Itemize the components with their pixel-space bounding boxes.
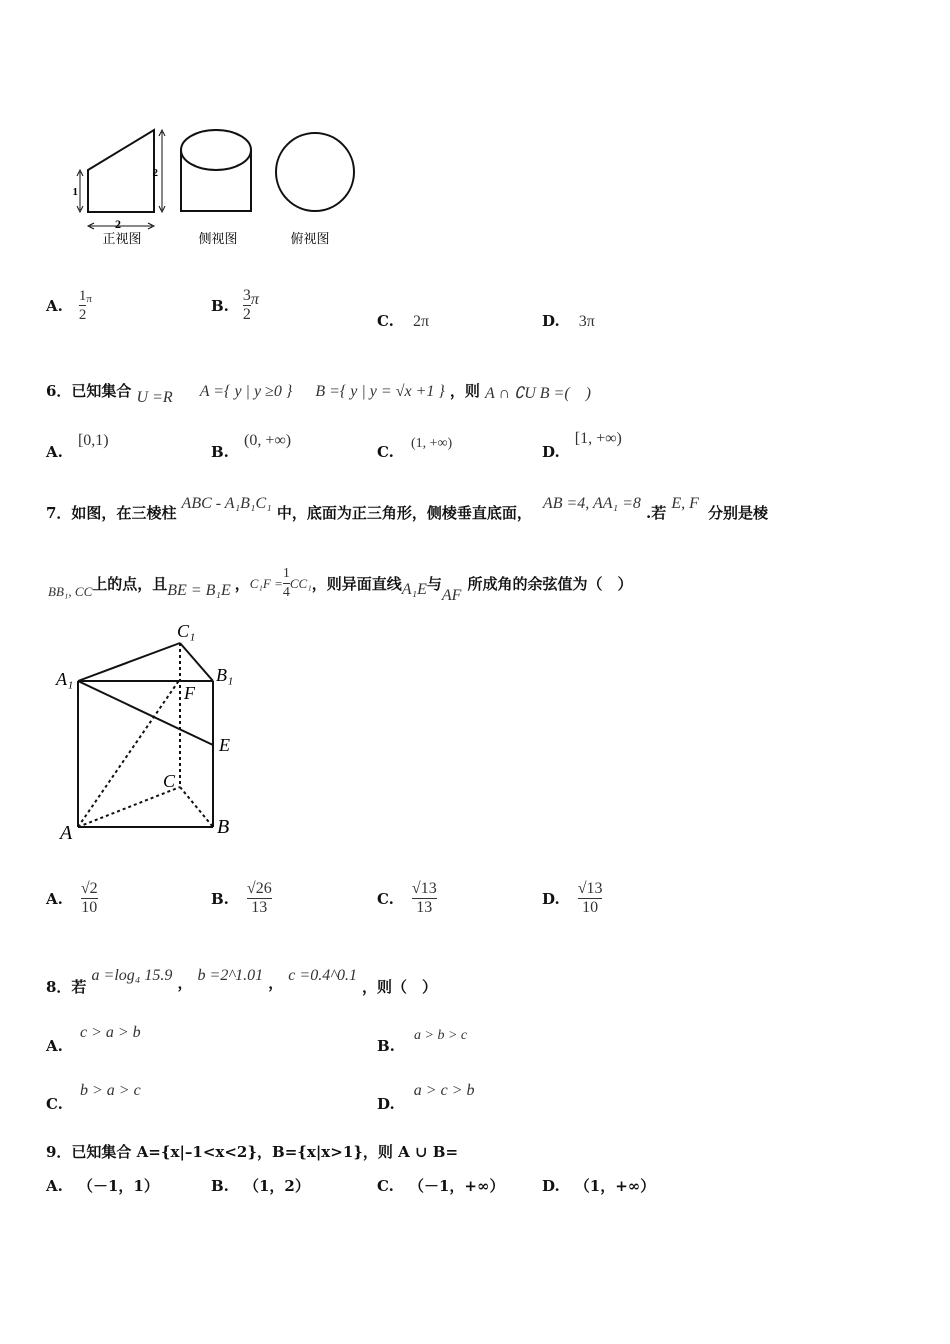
q9-option-b[interactable]: B. （1，2） — [211, 1177, 310, 1195]
q7-option-c[interactable]: C. $\frac{√13}{13}$ — [377, 880, 437, 916]
q9-option-d[interactable]: D. （1，+∞） — [542, 1177, 656, 1195]
top-view-shape — [276, 133, 354, 211]
label-c: C — [163, 771, 176, 791]
q6-stem: 6．已知集合 U =R A ={ y | y ≥0 } B ={ y | y = √x +1 } ，则 A ∩ ∁U B =( ) — [46, 382, 591, 406]
q8-option-d[interactable]: D. a > c > b — [377, 1082, 475, 1113]
dim-bottom: 2 — [115, 217, 121, 231]
dim-left: 1 — [72, 186, 78, 198]
q7-stem-line2: BB₁, CC 上的点，且 BE = B₁E ， C₁F = $\frac{1}{4}$ CC₁ ，则异面直线 A₁E 与 AF 所成角的余弦值为（ ） — [48, 566, 633, 604]
q6-option-b[interactable]: B. (0, +∞) — [211, 432, 292, 461]
q9-option-c[interactable]: C. （－1，+∞） — [377, 1177, 505, 1195]
dim-right: 2 — [152, 167, 158, 179]
q8-stem: 8．若 a =log₄ 15.9 ， b =2^1.01 ， c =0.4^0.1 ，则（ ） — [46, 967, 438, 996]
q8-option-b[interactable]: B. a > b > c — [377, 1028, 468, 1055]
option-label: A. — [46, 296, 63, 315]
side-view-shape — [181, 130, 251, 211]
caption-side: 侧视图 — [198, 231, 238, 246]
label-e: E — [219, 735, 230, 755]
q5-option-a[interactable]: A. $\frac{1}{2}$ π — [46, 288, 92, 323]
q5-option-d[interactable]: D. 3π — [542, 312, 595, 330]
front-view-shape — [88, 130, 154, 212]
q5-option-c[interactable]: C. 2π — [377, 312, 430, 330]
q6-option-c[interactable]: C. (1, +∞) — [377, 436, 453, 461]
label-c1: C₁ — [177, 621, 196, 641]
three-view-figure — [70, 120, 370, 255]
caption-front: 正视图 — [102, 231, 142, 246]
q7-option-d[interactable]: D. $\frac{√13}{10}$ — [542, 880, 603, 916]
q7-option-b[interactable]: B. $\frac{√26}{13}$ — [211, 880, 272, 916]
q6-option-a[interactable]: A. [0,1) — [46, 432, 109, 461]
q9-stem: 9．已知集合 A={x|–1<x<2}，B={x|x>1}，则 A ∪ B= — [46, 1143, 459, 1161]
prism-figure — [50, 615, 250, 845]
label-a1: A₁ — [56, 669, 74, 689]
caption-top: 俯视图 — [290, 231, 330, 246]
label-a: A — [60, 822, 73, 844]
q6-option-d[interactable]: D. [1, +∞) — [542, 430, 622, 461]
q8-option-a[interactable]: A. c > a > b — [46, 1024, 141, 1055]
label-b1: B₁ — [216, 665, 234, 685]
q5-option-b[interactable]: B. $\frac{3}{2}$ π — [211, 287, 259, 323]
q7-stem-line1: 7．如图，在三棱柱 ABC - A₁B₁C₁ 中，底面为正三角形，侧棱垂直底面， AB =4, AA₁ =8 .若 E, F 分别是棱 — [46, 495, 768, 522]
label-f: F — [184, 683, 195, 703]
q9-option-a[interactable]: A. （－1，1） — [46, 1177, 159, 1195]
q8-option-c[interactable]: C. b > a > c — [46, 1082, 141, 1113]
q7-option-a[interactable]: A. $\frac{√2}{10}$ — [46, 880, 98, 916]
label-b: B — [217, 816, 230, 838]
